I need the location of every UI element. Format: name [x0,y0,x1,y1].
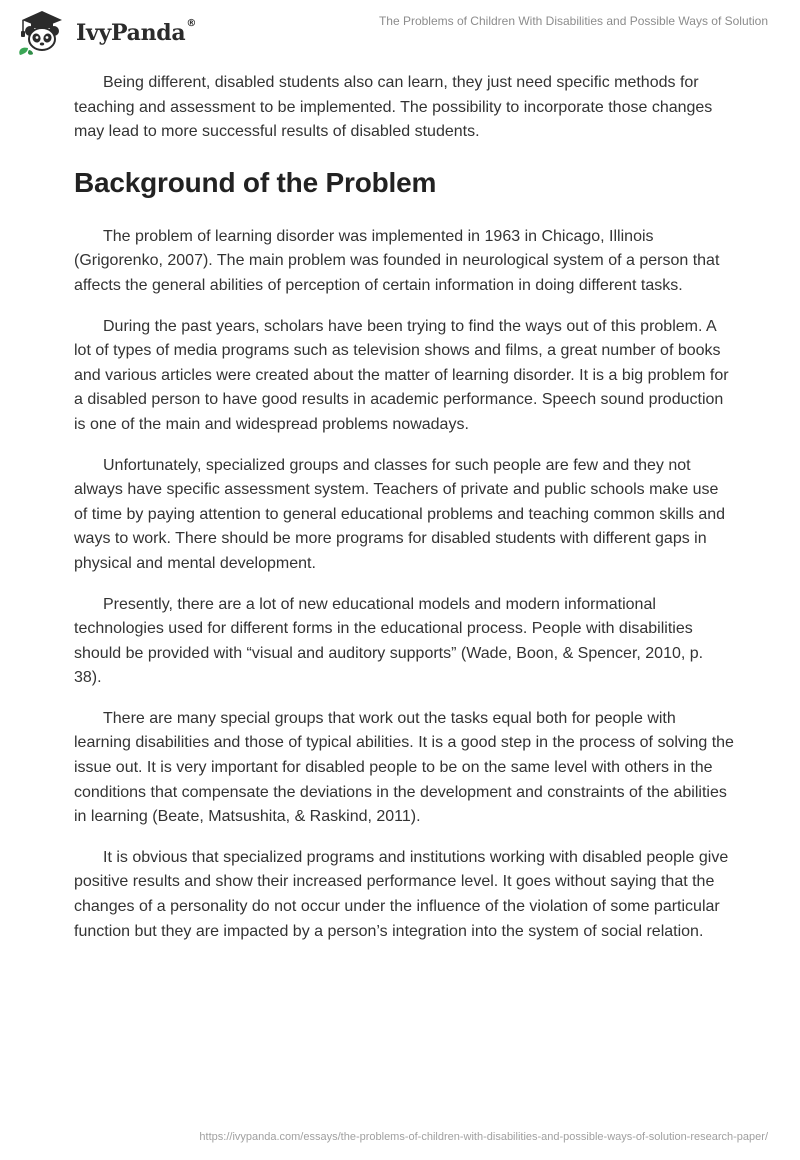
registered-mark: ® [186,18,197,29]
paragraph: The problem of learning disorder was implemented in 1963 in Chicago, Illinois (Grigorenko, 2007). The main problem was founded in neurological system of a person that affects the general abilities of perception of certain information in doing different tasks. [74,227,720,294]
ivypanda-wordmark [76,20,196,46]
paragraph: During the past years, scholars have been trying to find the ways out of this problem. A lot of types of media programs such as television shows and films, a great number of books and various articles were created about the matter of learning disorder. It is a big problem for a disabled person to have good results in academic performance. Speech sound production is one of the main and widespread problems nowadays. [74,317,729,433]
panda-graduation-cap-icon [14,8,70,56]
section-heading-background: Background of the Problem [74,166,437,198]
intro-paragraph: Being different, disabled students also can learn, they just need specific methods for teaching and assessment to be implemented. The possibility to incorporate those changes may lead to more successful results of disabled students. [74,74,713,141]
paragraph: Unfortunately, specialized groups and classes for such people are few and they not always have specific assessment system. Teachers of private and public schools make use of time by paying attention to general educational problems and teaching common skills and ways to work. There should be more programs for disabled students with different gaps in physical and mental development. [74,456,726,572]
paragraph: It is obvious that specialized programs and institutions working with disabled people give positive results and show their increased performance level. It goes without saying that the changes of a personality do not occur under the influence of the violation of some particular function but they are impacted by a person’s integration into the system of social relation. [74,848,729,940]
source-url-link[interactable]: https://ivypanda.com/essays/the-problems-of-children-with-disabilities-and-possible-ways-of-solution-research-paper/ [199,1131,768,1143]
page-header [0,0,800,60]
ivypanda-logo[interactable] [14,8,196,56]
essay-title-header: The Problems of Children With Disabilities and Possible Ways of Solution [378,14,768,28]
paragraph: There are many special groups that work out the tasks equal both for people with learning disabilities and those of typical abilities. It is a good step in the process of solving the issue out. It is very important for disabled people to be on the same level with others in the conditions that compensate the deviations in the development and constraints of the abilities in learning (Beate, Matsushita, & Raskind, 2011). [74,709,734,826]
brand-name: IvyPanda [76,20,186,46]
essay-content [74,71,734,960]
paragraph: Presently, there are a lot of new educational models and modern informational technologies used for different forms in the educational process. People with disabilities should be provided with “visual and auditory supports” (Wade, Boon, & Spencer, 2010, p. 38). [74,595,704,687]
